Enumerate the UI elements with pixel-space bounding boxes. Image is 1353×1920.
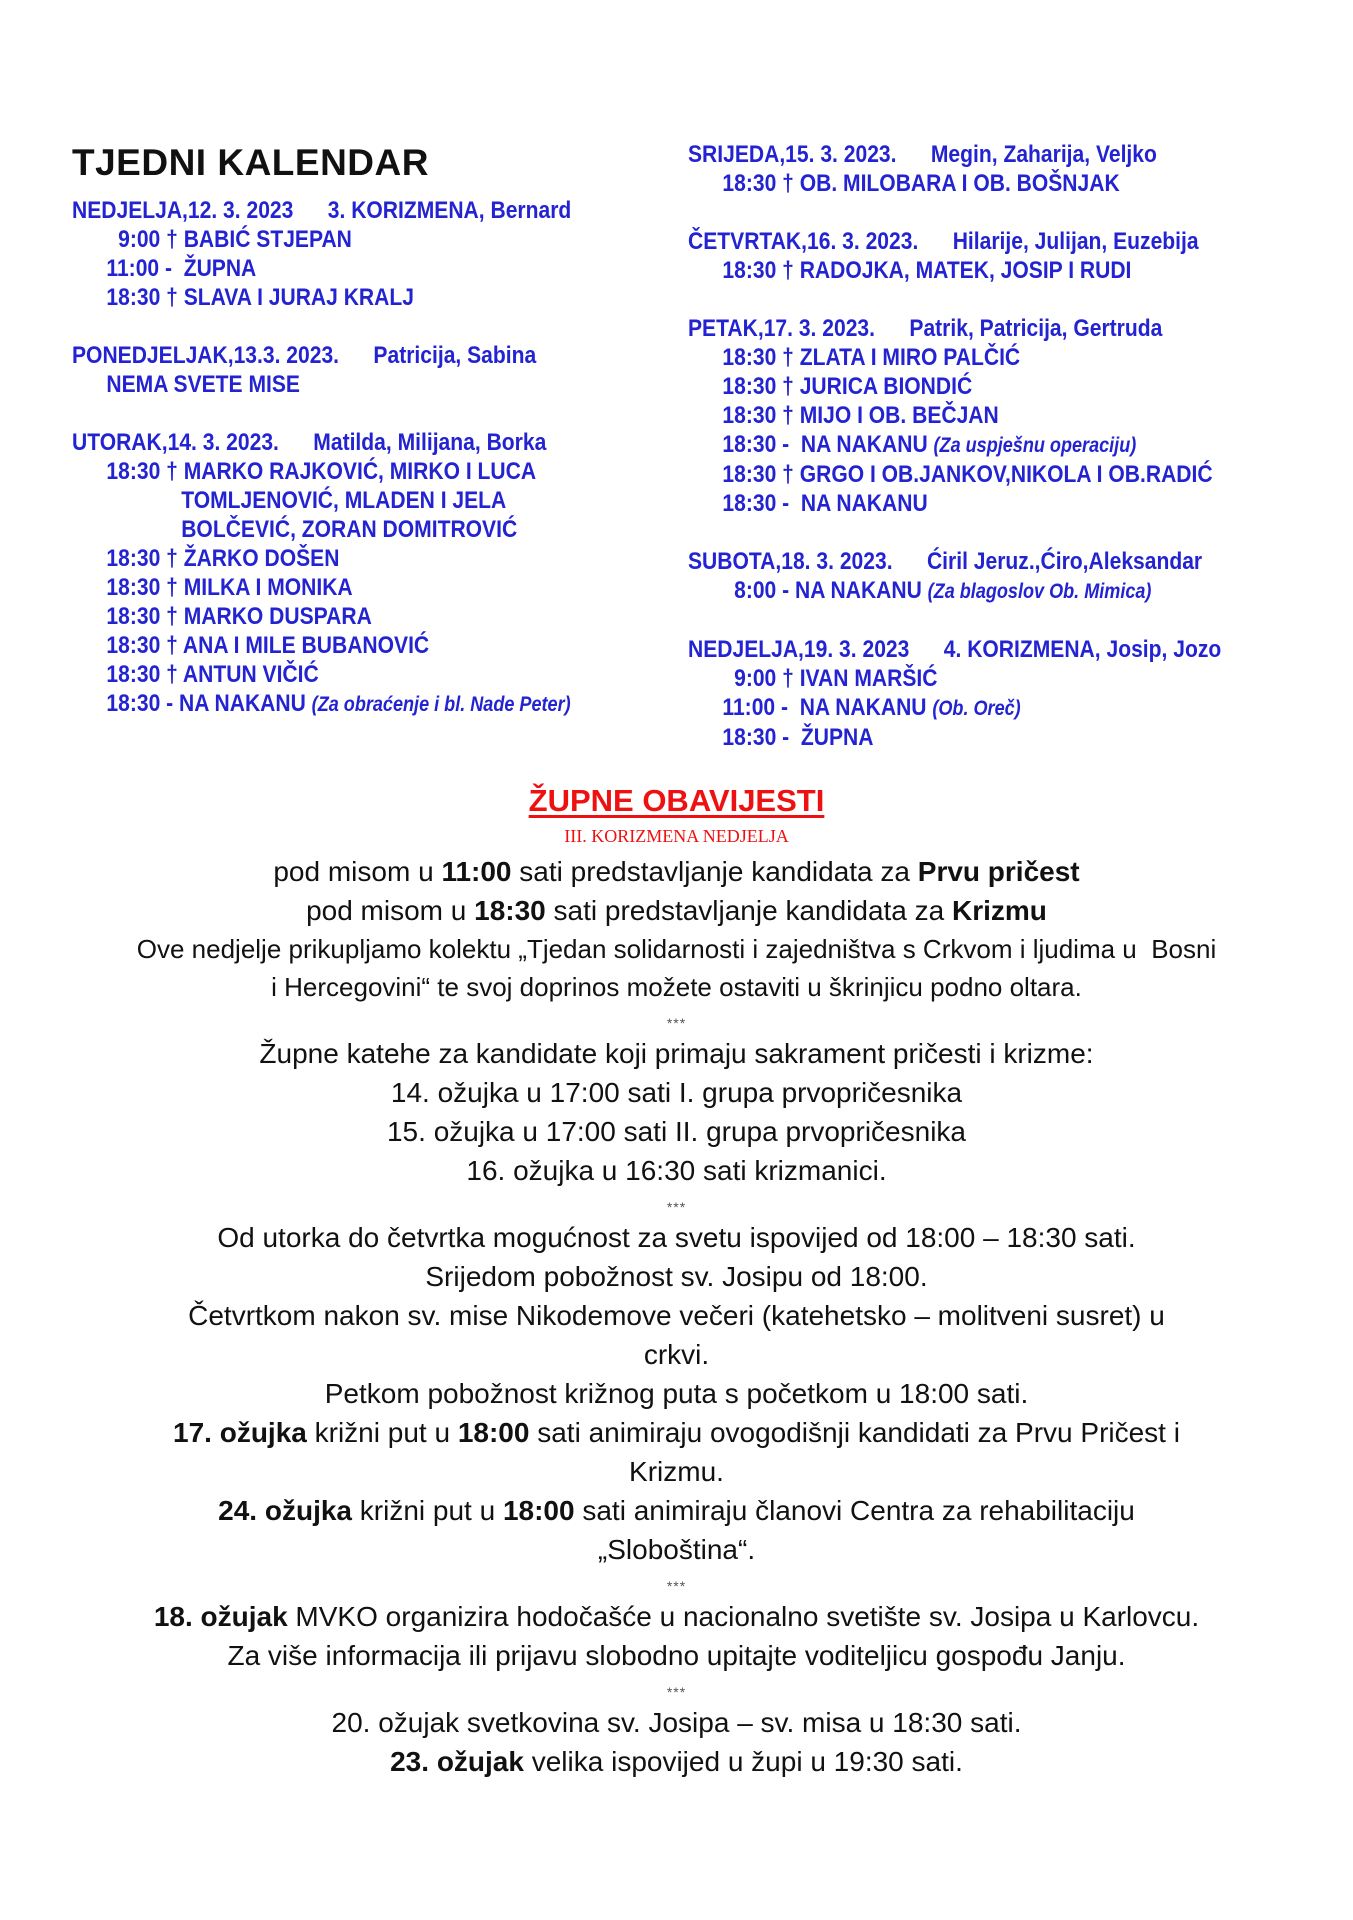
notice-emphasis: 18. ožujak	[153, 1601, 288, 1632]
notice-line	[40, 891, 1313, 930]
notice-text: križni put u	[352, 1495, 503, 1526]
mass-text: 18:30 † SLAVA I JURAJ KRALJ	[106, 284, 414, 311]
notice-line	[40, 1151, 1313, 1190]
mass-entry	[72, 573, 571, 602]
section-separator: ***	[666, 1578, 687, 1594]
day-date: NEDJELJA,12. 3. 2023	[72, 197, 294, 224]
section-separator: ***	[666, 1684, 687, 1700]
notice-text: 16. ožujka u 16:30 sati krizmanici.	[466, 1155, 887, 1186]
mass-entry	[72, 254, 571, 283]
notice-text: Župne katehe za kandidate koji primaju sakrament pričesti i krizme:	[259, 1038, 1094, 1069]
notice-line	[40, 1374, 1313, 1413]
mass-entry	[72, 225, 571, 254]
notice-text: pod misom u	[273, 856, 442, 887]
mass-text: 18:30 † MARKO RAJKOVIĆ, MIRKO I LUCA	[106, 458, 537, 485]
mass-text: 18:30 † RADOJKA, MATEK, JOSIP I RUDI	[722, 257, 1132, 284]
mass-entry	[72, 457, 571, 486]
mass-entry	[688, 489, 1238, 518]
day-header	[688, 314, 1238, 343]
notice-line	[40, 1073, 1313, 1112]
mass-text: 18:30 - NA NAKANU	[722, 490, 928, 517]
mass-entry	[72, 660, 571, 689]
right-day-list	[688, 140, 1328, 752]
notice-text: i Hercegovini“ te svoj doprinos možete ostaviti u škrinjicu podno oltara.	[271, 972, 1082, 1002]
mass-entry	[688, 169, 1238, 198]
calendar-day	[688, 635, 1328, 752]
day-date: UTORAK,14. 3. 2023.	[72, 429, 279, 456]
notice-text: Petkom pobožnost križnog puta s početkom u 18:00 sati.	[324, 1378, 1029, 1409]
mass-entry	[72, 283, 571, 312]
mass-text: 18:30 † OB. MILOBARA I OB. BOŠNJAK	[722, 170, 1120, 197]
notices-title: ŽUPNE OBAVIJESTI	[528, 783, 825, 818]
mass-text: 18:30 - NA NAKANU	[106, 690, 306, 717]
notice-text: 20. ožujak svetkovina sv. Josipa – sv. misa u 18:30 sati.	[331, 1707, 1022, 1738]
mass-intention-note: (Za blagoslov Ob. Mimica)	[927, 580, 1152, 603]
calendar-day	[72, 341, 652, 399]
notice-line	[40, 1703, 1313, 1742]
calendar-column-right	[688, 140, 1328, 781]
day-header	[72, 341, 571, 370]
day-header	[688, 227, 1238, 256]
mass-text: 18:30 † JURICA BIONDIĆ	[722, 373, 973, 400]
notice-line	[40, 1636, 1313, 1675]
notice-emphasis: Prvu pričest	[917, 856, 1080, 887]
mass-entry	[72, 631, 571, 660]
day-header	[688, 547, 1238, 576]
notice-line	[40, 1491, 1313, 1530]
notice-line	[40, 968, 1313, 1006]
mass-text: 11:00 - ŽUPNA	[106, 255, 257, 282]
mass-entry	[688, 693, 1238, 723]
mass-text: 18:30 † ŽARKO DOŠEN	[106, 545, 340, 572]
notice-line	[40, 1034, 1313, 1073]
mass-entry	[688, 430, 1238, 460]
calendar-day	[72, 428, 652, 719]
notice-text: MVKO organizira hodočašće u nacionalno svetište sv. Josipa u Karlovcu.	[287, 1601, 1200, 1632]
notice-text: sati animiraju ovogodišnji kandidati za Prvu Pričest i	[529, 1417, 1180, 1448]
mass-entry	[688, 723, 1238, 752]
mass-text: TOMLJENOVIĆ, MLADEN I JELA	[181, 487, 507, 514]
notice-line	[40, 1530, 1313, 1569]
notice-text: sati predstavljanje kandidata za	[511, 856, 918, 887]
day-saints: Hilarije, Julijan, Euzebija	[952, 228, 1199, 255]
mass-text: 18:30 † GRGO I OB.JANKOV,NIKOLA I OB.RADIĆ	[722, 461, 1213, 488]
left-day-list	[72, 196, 652, 719]
notice-text: Krizmu.	[629, 1456, 724, 1487]
mass-text: 18:30 - ŽUPNA	[722, 724, 874, 751]
notice-text: crkvi.	[643, 1339, 710, 1370]
mass-text: BOLČEVIĆ, ZORAN DOMITROVIĆ	[181, 516, 518, 543]
notice-text: Četvrtkom nakon sv. mise Nikodemove večeri (katehetsko – molitveni susret) u	[188, 1300, 1165, 1331]
calendar-title: TJEDNI KALENDAR	[72, 142, 429, 183]
calendar-day	[72, 196, 652, 312]
day-date: ČETVRTAK,16. 3. 2023.	[688, 228, 919, 255]
mass-entry	[688, 576, 1238, 606]
notice-text: Od utorka do četvrtka mogućnost za svetu ispovijed od 18:00 – 18:30 sati.	[217, 1222, 1136, 1253]
mass-text: 18:30 † ZLATA I MIRO PALČIĆ	[722, 344, 1021, 371]
notice-emphasis: 17. ožujka	[173, 1417, 307, 1448]
day-header	[688, 635, 1238, 664]
notice-line	[40, 1597, 1313, 1636]
day-saints: 4. KORIZMENA, Josip, Jozo	[943, 636, 1222, 663]
day-header	[72, 428, 571, 457]
notice-emphasis: 18:00	[457, 1417, 530, 1448]
notice-text: sati predstavljanje kandidata za	[545, 895, 953, 926]
notice-line	[40, 852, 1313, 891]
notice-line	[40, 1296, 1313, 1335]
mass-entry	[72, 544, 571, 573]
notice-text: 15. ožujka u 17:00 sati II. grupa prvopričesnika	[386, 1116, 966, 1147]
notice-emphasis: 24. ožujka	[218, 1495, 352, 1526]
day-saints: Ćiril Jeruz.,Ćiro,Aleksandar	[926, 548, 1203, 575]
section-separator: ***	[666, 1199, 687, 1215]
mass-text: 8:00 - NA NAKANU	[722, 577, 922, 604]
mass-text: 18:30 † ANTUN VIČIĆ	[106, 661, 319, 688]
notice-emphasis: Krizmu	[952, 895, 1047, 926]
mass-text: 11:00 - NA NAKANU	[722, 694, 927, 721]
notice-text: Ove nedjelje prikupljamo kolektu „Tjedan solidarnosti i zajedništva s Crkvom i ljudima u Bosni	[136, 934, 1217, 964]
mass-entry	[688, 664, 1238, 693]
notice-line	[40, 1742, 1313, 1781]
calendar-day	[688, 227, 1328, 285]
notice-text: Srijedom pobožnost sv. Josipu od 18:00.	[425, 1261, 928, 1292]
calendar-day	[688, 140, 1328, 198]
notice-text: velika ispovijed u župi u 19:30 sati.	[523, 1746, 963, 1777]
day-header	[688, 140, 1238, 169]
parish-notices	[40, 780, 1313, 1781]
day-saints: Patrik, Patricija, Gertruda	[909, 315, 1163, 342]
mass-text: 18:30 † MARKO DUSPARA	[106, 603, 372, 630]
mass-text: 9:00 † BABIĆ STJEPAN	[106, 226, 352, 253]
mass-text: NEMA SVETE MISE	[106, 371, 300, 398]
mass-text: 18:30 † ANA I MILE BUBANOVIĆ	[106, 632, 430, 659]
day-header	[72, 196, 571, 225]
mass-intention-note: (Za obraćenje i bl. Nade Peter)	[311, 693, 571, 716]
notice-text: pod misom u	[306, 895, 475, 926]
notice-line	[40, 930, 1313, 968]
notice-emphasis: 18:00	[502, 1495, 575, 1526]
notice-line	[40, 1112, 1313, 1151]
notice-text: Za više informacija ili prijavu slobodno upitajte voditeljicu gospođu Janju.	[227, 1640, 1126, 1671]
mass-entry	[72, 515, 571, 544]
day-saints: Megin, Zaharija, Veljko	[930, 141, 1157, 168]
notice-line	[40, 1452, 1313, 1491]
calendar-day	[688, 314, 1328, 518]
notice-emphasis: 18:30	[474, 895, 546, 926]
day-date: SUBOTA,18. 3. 2023.	[688, 548, 893, 575]
notice-blocks	[40, 852, 1313, 1781]
notice-text: „Sloboština“.	[597, 1534, 756, 1565]
mass-text: 18:30 † MIJO I OB. BEČJAN	[722, 402, 999, 429]
mass-entry	[72, 689, 571, 719]
mass-entry	[72, 370, 571, 399]
notice-text: sati animiraju članovi Centra za rehabilitaciju	[574, 1495, 1135, 1526]
mass-entry	[72, 602, 571, 631]
mass-intention-note: (Ob. Oreč)	[932, 697, 1021, 720]
notice-line	[40, 1218, 1313, 1257]
notice-line	[40, 1413, 1313, 1452]
notice-text: križni put u	[306, 1417, 458, 1448]
day-date: PETAK,17. 3. 2023.	[688, 315, 875, 342]
mass-entry	[72, 486, 571, 515]
weekly-calendar	[0, 140, 1353, 760]
mass-entry	[688, 256, 1238, 285]
day-saints: 3. KORIZMENA, Bernard	[327, 197, 572, 224]
mass-text: 9:00 † IVAN MARŠIĆ	[722, 665, 938, 692]
mass-entry	[688, 343, 1238, 372]
mass-entry	[688, 372, 1238, 401]
day-date: NEDJELJA,19. 3. 2023	[688, 636, 910, 663]
notice-line	[40, 1335, 1313, 1374]
mass-text: 18:30 - NA NAKANU	[722, 431, 928, 458]
notices-subtitle: III. KORIZMENA NEDJELJA	[564, 826, 789, 846]
mass-intention-note: (Za uspješnu operaciju)	[933, 434, 1137, 457]
mass-text: 18:30 † MILKA I MONIKA	[106, 574, 353, 601]
notice-text: 14. ožujka u 17:00 sati I. grupa prvopričesnika	[390, 1077, 963, 1108]
notice-emphasis: 23. ožujak	[390, 1746, 524, 1777]
day-saints: Matilda, Milijana, Borka	[313, 429, 547, 456]
day-saints: Patricija, Sabina	[373, 342, 537, 369]
notice-line	[40, 1257, 1313, 1296]
section-separator: ***	[666, 1015, 687, 1031]
notice-emphasis: 11:00	[441, 856, 512, 887]
day-date: SRIJEDA,15. 3. 2023.	[688, 141, 897, 168]
day-date: PONEDJELJAK,13.3. 2023.	[72, 342, 340, 369]
calendar-day	[688, 547, 1328, 606]
calendar-column-left	[72, 140, 652, 748]
mass-entry	[688, 460, 1238, 489]
mass-entry	[688, 401, 1238, 430]
